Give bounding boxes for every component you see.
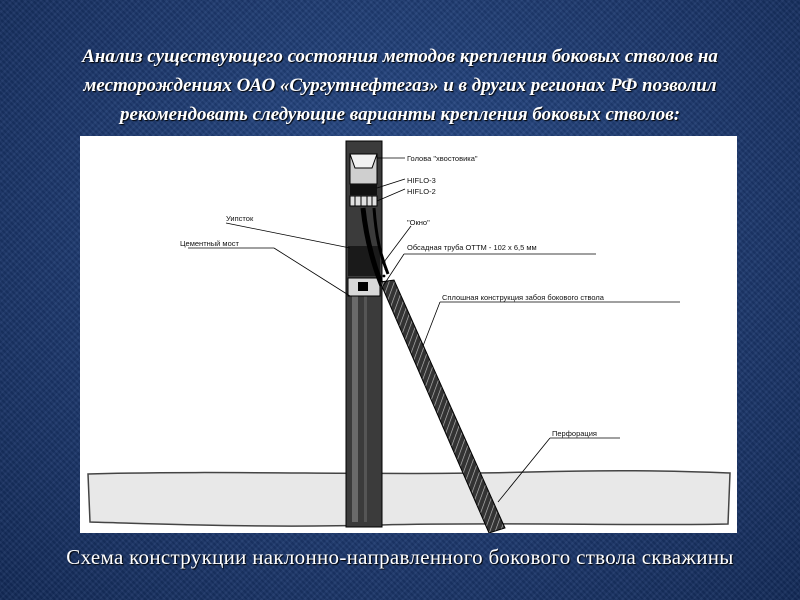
figure-caption: Схема конструкции наклонно-направленного бокового ствола скважины xyxy=(66,545,734,569)
label-hiflo-3: HIFLO-3 xyxy=(407,176,436,185)
formation-layer xyxy=(88,471,730,526)
well-schematic xyxy=(80,136,737,533)
slide-title: Анализ существующего состояния методов крепления боковых стволов на месторождениях ОАО «Сургутнефтегаз» и в других регионах РФ позволил рекомендовать следующие варианты крепления боковых стволов: xyxy=(82,46,718,125)
cement-bridge xyxy=(348,278,380,296)
label-casing: Обсадная труба ОТТМ - 102 х 6,5 мм xyxy=(407,243,537,252)
leader-lines xyxy=(188,158,680,502)
label-perforation: Перфорация xyxy=(552,429,597,438)
well-diagram xyxy=(80,136,737,533)
liner-head xyxy=(350,154,377,206)
label-whipstock: Уипсток xyxy=(226,214,254,223)
label-window: "Окно" xyxy=(407,218,430,227)
label-cement-bridge: Цементный мост xyxy=(180,239,239,248)
label-liner-head: Голова "хвостовика" xyxy=(407,154,478,163)
label-hiflo-2: HIFLO-2 xyxy=(407,187,436,196)
label-solid-bottom: Сплошная конструкция забоя бокового ствола xyxy=(442,293,604,302)
